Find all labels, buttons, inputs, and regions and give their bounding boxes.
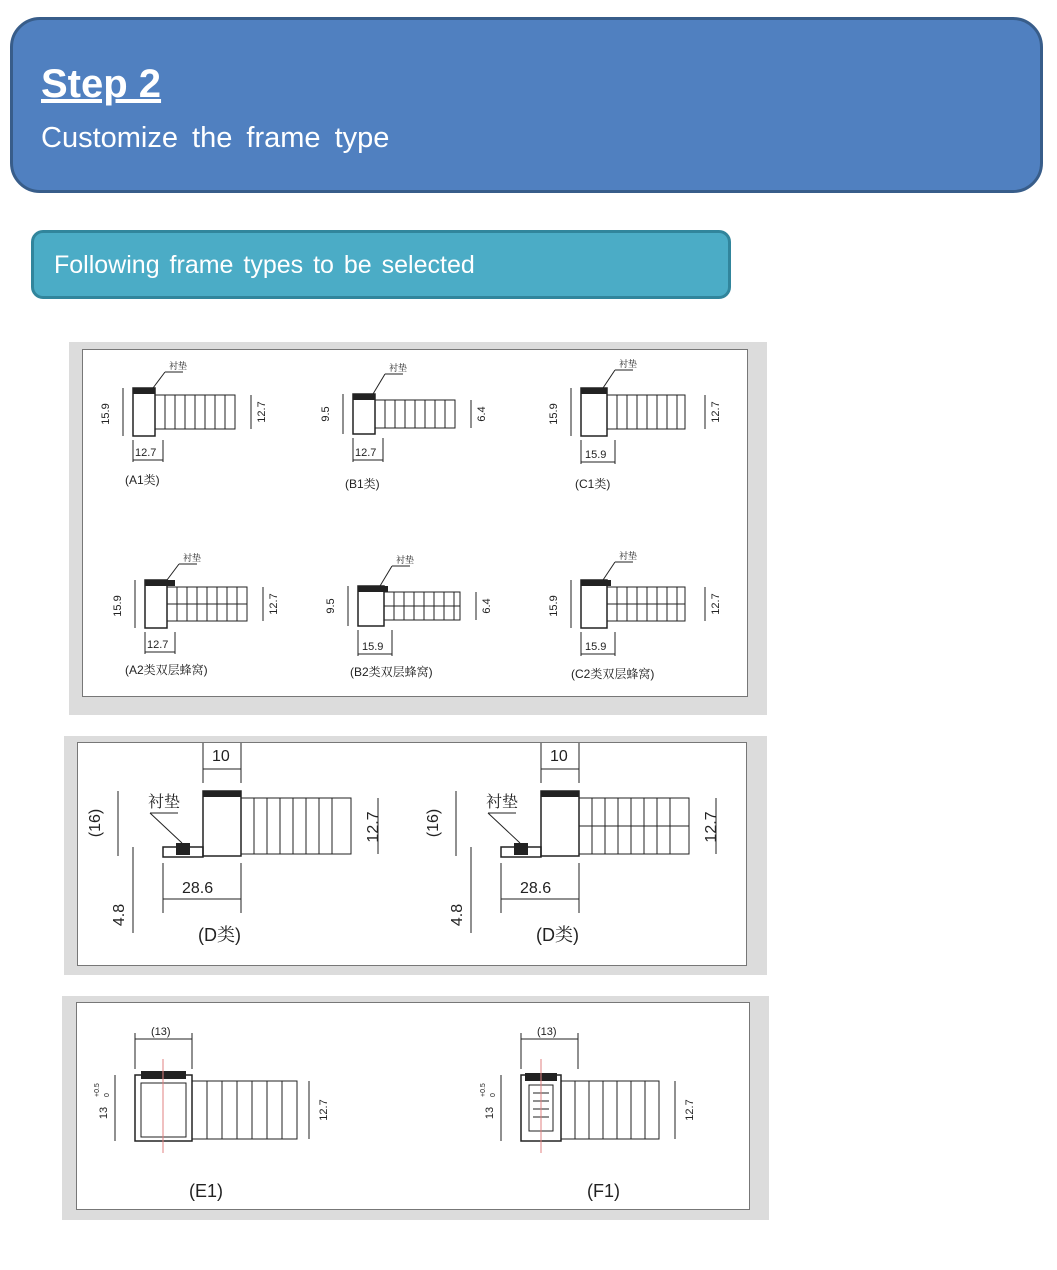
step-subtitle: Customize the frame type xyxy=(41,122,390,154)
honeycomb-lines xyxy=(254,798,332,854)
width-label: 12.7 xyxy=(147,639,169,651)
frame-caption: (E1) xyxy=(189,1181,224,1201)
width-label: 28.6 xyxy=(182,880,214,897)
tolerance-label: +0.5 xyxy=(94,1083,101,1097)
width-label: 15.9 xyxy=(362,641,384,653)
depth-label: 12.7 xyxy=(703,811,720,843)
honeycomb-lines xyxy=(207,1081,282,1139)
lip-label: 4.8 xyxy=(449,903,466,927)
depth-label: 6.4 xyxy=(481,598,493,614)
panel-2-drawings xyxy=(78,743,746,965)
tolerance-low-label: 0 xyxy=(490,1093,497,1097)
frame-a1-drawing xyxy=(100,360,268,487)
frame-e1-drawing xyxy=(94,1026,330,1201)
frame-b1-drawing xyxy=(320,362,488,491)
frame-caption: (D类) xyxy=(198,925,241,945)
honeycomb-lines xyxy=(575,1081,645,1139)
frame-c1-drawing xyxy=(548,358,722,491)
frame-types-panel-2 xyxy=(64,736,767,975)
step-title: Step 2 xyxy=(41,62,162,106)
tolerance-label: +0.5 xyxy=(480,1083,487,1097)
honeycomb-lines xyxy=(617,395,677,429)
honeycomb-lines xyxy=(165,395,225,429)
frame-profile xyxy=(541,791,579,856)
lip-label: 4.8 xyxy=(111,903,128,927)
gasket-label: 衬垫 xyxy=(396,555,415,565)
depth-label: 12.7 xyxy=(710,401,722,423)
frame-types-panel-3 xyxy=(62,996,769,1220)
width-label: 15.9 xyxy=(585,641,607,653)
gasket-label: 衬垫 xyxy=(619,551,638,561)
panel-3-drawings xyxy=(77,1003,749,1209)
gasket-label: 衬垫 xyxy=(169,361,188,371)
honeycomb-block xyxy=(607,395,685,429)
frame-d-right-drawing xyxy=(425,743,720,945)
gasket-label: 衬垫 xyxy=(389,363,408,373)
selection-banner-text: Following frame types to be selected xyxy=(54,251,475,279)
frame-caption: (C2类双层蜂窝) xyxy=(571,667,655,681)
gasket-strip xyxy=(358,586,388,592)
frame-caption: (A2类双层蜂窝) xyxy=(125,663,208,677)
top-label: 10 xyxy=(212,748,230,765)
top-label: (13) xyxy=(537,1026,557,1038)
panel-1-drawings xyxy=(83,350,747,696)
depth-label: 12.7 xyxy=(256,401,268,423)
frame-caption: (C1类) xyxy=(575,477,611,491)
gasket-strip xyxy=(353,394,375,400)
frame-a2-drawing xyxy=(112,552,280,677)
frame-c2-drawing xyxy=(548,550,722,681)
frame-types-panel-1 xyxy=(69,342,767,715)
depth-label: 12.7 xyxy=(365,811,382,843)
height-label: 9.5 xyxy=(325,598,337,614)
gasket-block xyxy=(176,843,190,855)
frame-profile xyxy=(581,580,607,628)
gasket-label: 衬垫 xyxy=(183,553,202,563)
frame-caption: (A1类) xyxy=(125,473,160,487)
frame-profile xyxy=(581,388,607,436)
gasket-label: 衬垫 xyxy=(486,794,519,811)
width-label: 12.7 xyxy=(135,447,157,459)
frame-profile xyxy=(203,791,241,856)
gasket-strip xyxy=(581,388,607,394)
gasket-strip xyxy=(145,580,175,586)
height-label: 9.5 xyxy=(320,406,332,422)
frame-profile xyxy=(145,580,167,628)
height-label: 15.9 xyxy=(548,595,560,617)
height-label: 13 xyxy=(484,1106,496,1120)
step-header-box xyxy=(10,17,1043,193)
height-label: 15.9 xyxy=(112,595,124,617)
width-label: 28.6 xyxy=(520,880,552,897)
gasket-strip xyxy=(133,388,155,394)
gasket-label: 衬垫 xyxy=(619,359,638,369)
gasket-strip xyxy=(581,580,611,586)
height-label: 15.9 xyxy=(548,403,560,425)
gasket-label: 衬垫 xyxy=(148,794,181,811)
top-label: 10 xyxy=(550,748,568,765)
frame-caption: (F1) xyxy=(587,1181,620,1201)
depth-label: 12.7 xyxy=(710,593,722,615)
width-label: 12.7 xyxy=(355,447,377,459)
depth-label: 6.4 xyxy=(476,406,488,422)
honeycomb-block xyxy=(192,1081,297,1139)
depth-label: 12.7 xyxy=(684,1099,696,1121)
honeycomb-block xyxy=(561,1081,659,1139)
height-label: 13 xyxy=(98,1106,110,1120)
frame-f1-drawing xyxy=(480,1026,696,1201)
gasket-block xyxy=(514,843,528,855)
height-label: (16) xyxy=(87,808,104,838)
frame-b2-drawing xyxy=(325,554,493,679)
frame-caption: (D类) xyxy=(536,925,579,945)
selection-banner xyxy=(31,230,731,299)
frame-d-left-drawing xyxy=(87,743,382,945)
frame-caption: (B1类) xyxy=(345,477,380,491)
depth-label: 12.7 xyxy=(318,1099,330,1121)
honeycomb-block xyxy=(241,798,351,854)
tolerance-low-label: 0 xyxy=(104,1093,111,1097)
frame-caption: (B2类双层蜂窝) xyxy=(350,665,433,679)
width-label: 15.9 xyxy=(585,449,607,461)
honeycomb-lines xyxy=(385,400,445,428)
height-label: 15.9 xyxy=(100,403,112,425)
frame-profile xyxy=(133,388,155,436)
depth-label: 12.7 xyxy=(268,593,280,615)
top-label: (13) xyxy=(151,1026,171,1038)
height-label: (16) xyxy=(425,808,442,838)
